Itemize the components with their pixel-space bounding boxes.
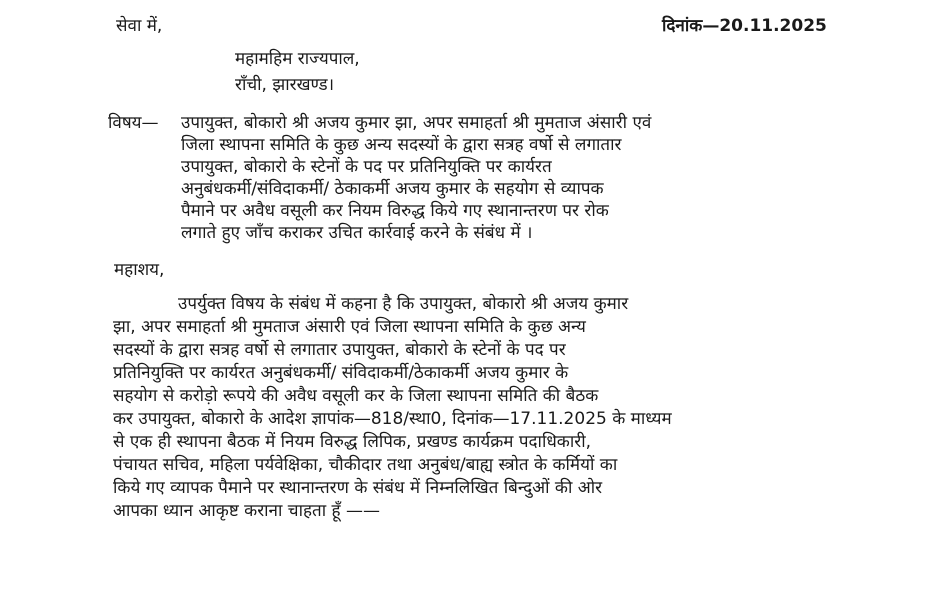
- body-line: प्रतिनियुक्ति पर कार्यरत अनुबंधकर्मी/ संविदाकर्मी/ठेकाकर्मी अजय कुमार के: [113, 363, 569, 383]
- body-line: पंचायत सचिव, महिला पर्यवेक्षिका, चौकीदार तथा अनुबंध/बाह्य स्त्रोत के कर्मियों का: [113, 455, 618, 475]
- body-line: कर उपायुक्त, बोकारो के आदेश ज्ञापांक—818/स्था0, दिनांक—17.11.2025 के माध्यम: [113, 409, 672, 429]
- body-line: उपर्युक्त विषय के संबंध में कहना है कि उपायुक्त, बोकारो श्री अजय कुमार: [178, 294, 629, 314]
- body-line: सहयोग से करोड़ो रूपये की अवैध वसूली कर के जिला स्थापना समिति की बैठक: [113, 386, 599, 406]
- subject-line: अनुबंधकर्मी/संविदाकर्मी/ ठेकाकर्मी अजय कुमार के सहयोग से व्यापक: [181, 179, 604, 199]
- body-line: झा, अपर समाहर्ता श्री मुमताज अंसारी एवं जिला स्थापना समिति के कुछ अन्य: [113, 317, 586, 337]
- letter-date: दिनांक—20.11.2025: [662, 16, 827, 36]
- subject-line: उपायुक्त, बोकारो के स्टेनों के पद पर प्रतिनियुक्ति पर कार्यरत: [181, 157, 552, 177]
- body-line: सदस्यों के द्वारा सत्रह वर्षो से लगातार उपायुक्त, बोकारो के स्टेनों के पद पर: [113, 340, 566, 360]
- subject-line: लगाते हुए जाँच कराकर उचित कार्रवाई करने के संबंध में ।: [181, 223, 533, 243]
- subject-label: विषय—: [108, 113, 159, 133]
- addressee-name: महामहिम राज्यपाल,: [235, 49, 360, 69]
- body-line: से एक ही स्थापना बैठक में नियम विरुद्ध लिपिक, प्रखण्ड कार्यक्रम पदाधिकारी,: [113, 432, 592, 452]
- body-line: किये गए व्यापक पैमाने पर स्थानान्तरण के संबंध में निम्नलिखित बिन्दुओं की ओर: [113, 478, 603, 498]
- subject-line: पैमाने पर अवैध वसूली कर नियम विरुद्ध किये गए स्थानान्तरण पर रोक: [181, 201, 609, 221]
- salutation-to: सेवा में,: [116, 16, 163, 36]
- subject-line: उपायुक्त, बोकारो श्री अजय कुमार झा, अपर समाहर्ता श्री मुमताज अंसारी एवं: [181, 113, 652, 133]
- addressee-place: राँची, झारखण्ड।: [235, 75, 335, 95]
- greeting: महाशय,: [114, 260, 165, 280]
- body-line: आपका ध्यान आकृष्ट कराना चाहता हूँ ——: [113, 501, 380, 521]
- subject-line: जिला स्थापना समिति के कुछ अन्य सदस्यों के द्वारा सत्रह वर्षो से लगातार: [181, 135, 622, 155]
